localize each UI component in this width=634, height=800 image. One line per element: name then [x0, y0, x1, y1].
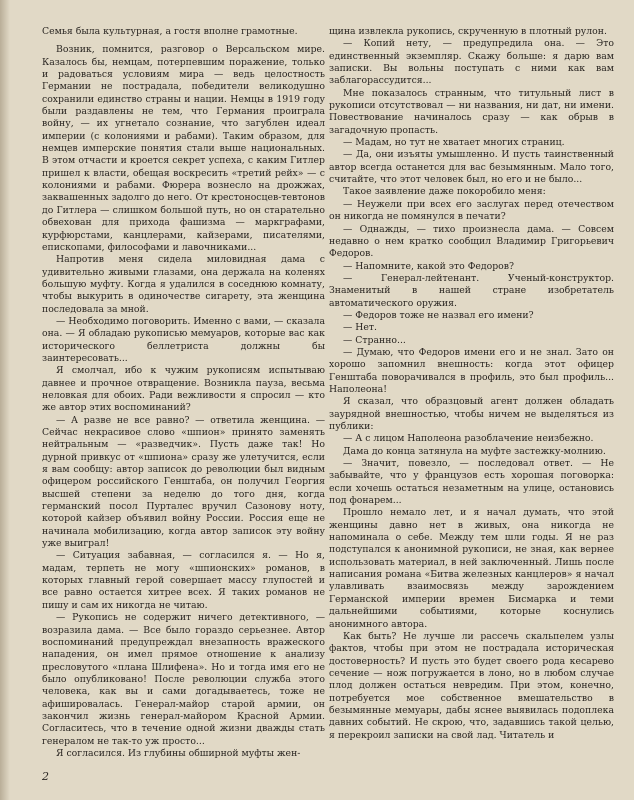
paragraph: Прошло немало лет, и я начал думать, что этой женщины давно нет в живых, она никогда не напоминала о себе. Между тем шли годы. Я не раз подступался к анонимной рукописи, не зная, как вернее использовать материал, в ней заключенный. Лишь после написания романа «Битва железных канцлеров» я начал улавливать взаимосвязь между зарождением Германской империи времен Бисмарка и теми дальнейшими событиями, которые коснулись анонимного автора.	[329, 507, 614, 630]
right-text-column	[329, 26, 614, 776]
paragraph: Семья была культурная, а гостя вполне грамотные.	[42, 26, 298, 37]
paragraph: Я смолчал, ибо к чужим рукописям испытываю давнее и прочное отвращение. Возникла пауза, весьма неловкая для обоих. Ради вежливости я спросил — кто же автор этих воспоминаний?	[42, 365, 325, 414]
paragraph: — Думаю, что Федоров имени его и не знал. Зато он хорошо запомнил внешность: когда этот офицер Генштаба поворачивался в профиль, это был профиль... Наполеона!	[329, 346, 614, 395]
page-number: 2	[42, 770, 49, 783]
paragraph: — Значит, повезло, — последовал ответ. — Не забывайте, что у французов есть хорошая поговорка: если хочешь остаться незаметным на улице, остановись под фонарем...	[329, 458, 614, 507]
paragraph: — Копий нету, — предупредила она. — Это единственный экземпляр. Скажу больше: я дарю вам записки. Вы вольны поступать с ними как вам заблагорассудится...	[329, 38, 614, 87]
paragraph: — Напомните, какой это Федоров?	[343, 260, 514, 272]
paragraph: — Странно...	[343, 334, 406, 346]
paragraph: щина извлекла рукопись, скрученную в плотный рулон.	[329, 26, 607, 37]
paragraph: — Мадам, но тут не хватает многих страниц.	[343, 137, 565, 149]
paragraph: Я сказал, что образцовый агент должен обладать заурядной внешностью, чтобы ничем не выделяться из публики:	[329, 396, 614, 432]
paragraph: — Федоров тоже не назвал его имени?	[343, 309, 534, 321]
paragraph: — Генерал-лейтенант. Ученый-конструктор. Знаменитый в нашей стране изобретатель автоматического оружия.	[329, 272, 614, 309]
paragraph: Мне показалось странным, что титульный лист в рукописи отсутствовал — ни названия, ни дат, ни имени. Повествование начиналось сразу — как обрыв в загадочную пропасть.	[329, 87, 614, 136]
paragraph: — Неужели при всех его заслугах перед отечеством он никогда не помянулся в печати?	[329, 198, 614, 223]
paragraph: Как быть? Не лучше ли рассечь скальпелем узлы фактов, чтобы при этом не пострадала историческая достоверность? И пусть это будет своего рода кесарево сечение — нож погружается в лоно, но в любом случае плод должен остаться невредим. При этом, конечно, потребуется мое собственное вмешательство в безымянные мемуары, дабы яснее выявилась подоплека давних событий. Не скрою, что, задавшись такой целью, я перекроил записки на свой лад. Читатель и	[329, 630, 614, 741]
paragraph: — Да, они изъяты умышленно. И пусть таинственный автор всегда останется для вас безымянным. Мало того, считайте, что этот человек был, но его и не было...	[329, 149, 614, 186]
paragraph: — А разве не все равно? — ответила женщина. — Сейчас некрасивое слово «шпион» принято заменять нейтральным — «разведчик». Пусть даже так! Но дурной привкус от «шпиона» сразу же улетучится, если я вам сообщу: автор записок до революции был видным офицером российского Генштаба, он получил Георгия высшей степени за неделю до того дня, когда германский посол Пурталес вручил Сазонову ноту, которой кайзер объявил войну России. Россия еще не начинала мобилизацию, когда автор записок эту войну уже выиграл!	[42, 414, 325, 550]
page-fold-shadow	[0, 0, 10, 800]
paragraph: — Однажды, — тихо произнесла дама. — Совсем недавно о нем кратко сообщил Владимир Григорьевич Федоров.	[329, 223, 614, 260]
left-text-column	[42, 26, 325, 776]
paragraph: — Нет.	[343, 322, 377, 334]
paragraph: — Ситуация забавная, — согласился я. — Но я, мадам, терпеть не могу «шпионских» романов, в которых главный герой совершает массу глупостей и все равно остается хитрее всех. Я таких романов не пишу и сам их никогда не читаю.	[42, 550, 325, 611]
paragraph: Дама до конца затянула на муфте застежку-молнию.	[343, 445, 606, 457]
paragraph: Такое заявление даже покоробило меня:	[343, 186, 546, 198]
paragraph: — А с лицом Наполеона разоблачение неизбежно.	[343, 433, 594, 445]
paragraph: — Рукопись не содержит ничего детективного, — возразила дама. — Все было гораздо серьезнее. Автор воспоминаний предупреждал внезапность вражеского нападения, он имел прямое отношение к анализу пресловутого «плана Шлифена». Но и тогда имя его не было опубликовано! После революции служба этого человека, как вы и сами догадываетесь, тоже не афишировалась. Генерал-майор старой армии, он закончил жизнь генерал-майором Красной Армии. Согласитесь, что в течение одной жизни дважды стать генералом не так-то уж просто...	[42, 612, 325, 747]
paragraph: Я согласился. Из глубины обширной муфты жен-	[56, 747, 301, 759]
paragraph: — Необходимо поговорить. Именно с вами, — сказала она. — Я обладаю рукописью мемуаров, которые вас как исторического беллетриста должны бы заинтересовать...	[42, 315, 325, 364]
paragraph: Возник, помнится, разговор о Версальском мире. Казалось бы, немцам, потерпевшим поражение, только и радоваться условиям мира — ведь целостность Германии не пострадала, победители великодушно сохранили единство страны и нации. Немцы в 1919 году были раздавлены не тем, что Германия проиграла войну, — их угнетало сознание, что загублен идеал империи (с колониями и рабами). Таким образом, для немцев имперские понятия стали выше национальных. В этом отчасти и кроется секрет успеха, с каким Гитлер пришел к власти, обещая воскресить «третий рейх» — с колониями и рабами. Фюрера вознесло на дрожжах, заквашенных задолго до него. От крестоносцев-тевтонов до Гитлера — слишком большой путь, но он старательно обвехован для прихода фашизма — маркграфами, курфюрстами, канцлерами, кайзерами, писателями, епископами, философами и лавочниками...	[42, 44, 325, 253]
paragraph: Напротив меня сидела миловидная дама с удивительно живыми глазами, она держала на коленях большую муфту. Когда я удалился в соседнюю комнату, чтобы выкурить в одиночестве сигарету, эта женщина последовала за мной.	[42, 254, 325, 315]
